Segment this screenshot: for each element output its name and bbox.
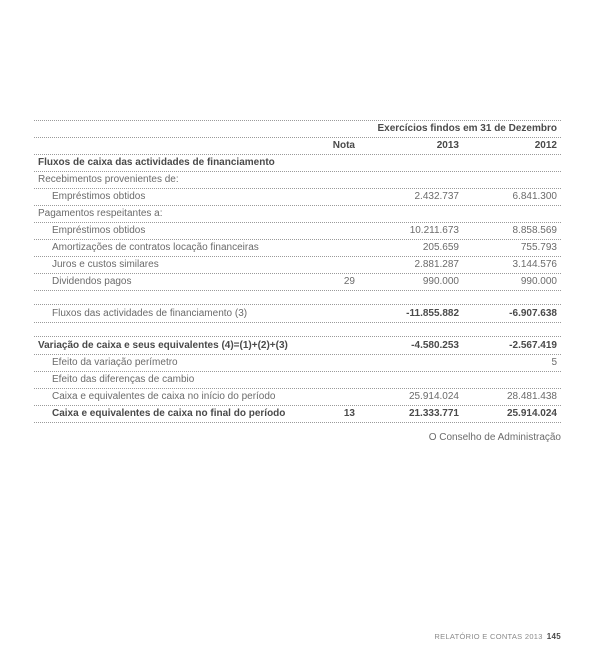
cash-flow-table [34, 120, 561, 423]
value-2012: 3.144.576 [512, 259, 557, 270]
table-row [34, 240, 561, 257]
value-2012: -6.907.638 [509, 308, 557, 319]
row-label: Dividendos pagos [52, 276, 132, 287]
variation-row [34, 337, 561, 355]
nota-value: 13 [343, 408, 355, 419]
row-label: Empréstimos obtidos [52, 191, 146, 202]
row-label: Fluxos das actividades de financiamento (3) [52, 308, 248, 319]
row-label: Caixa e equivalentes de caixa no final do período [52, 408, 286, 419]
table-row [34, 189, 561, 206]
value-2012: 990.000 [520, 276, 557, 287]
table-row [34, 389, 561, 406]
row-label: Fluxos de caixa das actividades de financiamento [38, 157, 275, 168]
table-row [34, 355, 561, 372]
nota-column-header: Nota [332, 140, 355, 151]
page-footer [434, 632, 561, 641]
value-2012: 5 [551, 357, 557, 368]
nota-value: 29 [343, 276, 355, 287]
value-2013: 2.432.737 [414, 191, 459, 202]
period-header: Exercícios findos em 31 de Dezembro [377, 123, 557, 134]
value-2013: 10.211.673 [409, 225, 459, 236]
value-2013: -4.580.253 [411, 340, 459, 351]
footer-report-title: RELATÓRIO E CONTAS 2013 [434, 632, 543, 641]
year-2013-column-header: 2013 [436, 140, 459, 151]
page-number: 145 [546, 632, 561, 641]
table-row [34, 372, 561, 389]
row-label: Juros e custos similares [52, 259, 159, 270]
board-signature: O Conselho de Administração [428, 432, 561, 443]
table-row [34, 206, 561, 223]
value-2012: 6.841.300 [512, 191, 557, 202]
value-2012: 8.858.569 [512, 225, 557, 236]
row-label: Caixa e equivalentes de caixa no início do período [52, 391, 276, 402]
row-label: Efeito das diferenças de cambio [52, 374, 195, 385]
value-2013: 21.333.771 [408, 408, 459, 419]
row-label: Empréstimos obtidos [52, 225, 146, 236]
value-2012: 25.914.024 [506, 408, 557, 419]
year-2012-column-header: 2012 [534, 140, 557, 151]
section-heading-row [34, 155, 561, 172]
value-2013: 205.659 [422, 242, 459, 253]
table-row [34, 257, 561, 274]
spacer-row [34, 291, 561, 305]
table-row [34, 223, 561, 240]
subtotal-row [34, 305, 561, 323]
row-label: Pagamentos respeitantes a: [38, 208, 163, 219]
table-row [34, 172, 561, 189]
value-2012: 755.793 [520, 242, 557, 253]
spacer-row [34, 323, 561, 337]
value-2012: 28.481.438 [506, 391, 557, 402]
table-header-columns-row [34, 138, 561, 155]
total-row [34, 406, 561, 423]
row-label: Efeito da variação perímetro [52, 357, 178, 368]
value-2012: -2.567.419 [509, 340, 557, 351]
row-label: Recebimentos provenientes de: [38, 174, 179, 185]
row-label: Amortizações de contratos locação financeiras [52, 242, 259, 253]
table-row [34, 274, 561, 291]
value-2013: -11.855.882 [406, 308, 459, 319]
value-2013: 2.881.287 [414, 259, 459, 270]
table-header-period-row [34, 120, 561, 138]
row-label: Variação de caixa e seus equivalentes (4)=(1)+(2)+(3) [38, 340, 288, 351]
value-2013: 25.914.024 [408, 391, 459, 402]
value-2013: 990.000 [422, 276, 459, 287]
